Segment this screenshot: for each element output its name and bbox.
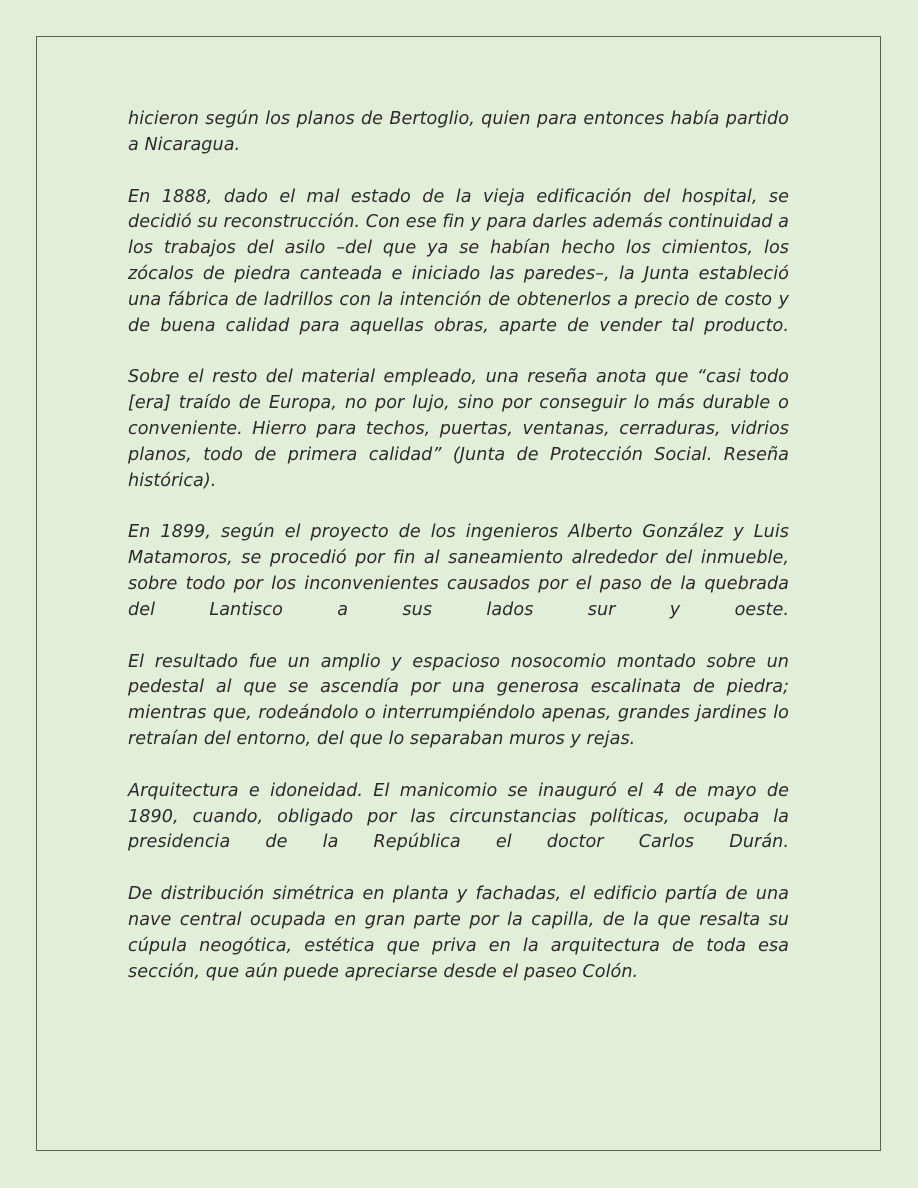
paragraph-distribucion: De distribución simétrica en planta y fachadas, el edificio partía de una nave central ocupada en gran parte por la capilla, de la que resalta su cúpula neogótica, estética que priva en la arquitectura de toda esa sección, que aún puede apreciarse desde el paseo Colón. bbox=[128, 884, 789, 982]
paragraph-bertoglio: hicieron según los planos de Bertoglio, quien para entonces había partido a Nicaragua. bbox=[128, 109, 789, 155]
text-column bbox=[128, 107, 789, 1011]
paragraph-resultado: El resultado fue un amplio y espacioso nosocomio montado sobre un pedestal al que se ascendía por una generosa escalinata de piedra; mientras que, rodeándolo o interrumpiéndolo apenas, grandes jardines lo retraían del entorno, del que lo separaban muros y rejas. bbox=[128, 651, 789, 749]
paragraph-material: Sobre el resto del material empleado, una reseña anota que “casi todo [era] traído de Europa, no por lujo, sino por conseguir lo más durable o conveniente. Hierro para techos, puertas, ventanas, cerraduras, vidrios planos, todo de primera calidad” (Junta de Protección Social. Reseña histórica). bbox=[128, 367, 789, 491]
paragraph-1899: En 1899, según el proyecto de los ingenieros Alberto González y Luis Matamoros, se procedió por fin al saneamiento alrededor del inmueble, sobre todo por los inconvenientes causados por el paso de la quebrada del Lantisco a sus lados sur y oeste. bbox=[128, 522, 789, 620]
paragraph-1888: En 1888, dado el mal estado de la vieja edificación del hospital, se decidió su reconstrucción. Con ese fin y para darles además continuidad a los trabajos del asilo –del que ya se habían hecho los cimientos, los zócalos de piedra canteada e iniciado las paredes–, la Junta estableció una fábrica de ladrillos con la intención de obtenerlos a precio de costo y de buena calidad para aquellas obras, aparte de vender tal producto. bbox=[128, 186, 789, 336]
paragraph-arquitectura: Arquitectura e idoneidad. El manicomio se inauguró el 4 de mayo de 1890, cuando, obligado por las circunstancias políticas, ocupaba la presidencia de la República el doctor Carlos Durán. bbox=[128, 780, 789, 853]
